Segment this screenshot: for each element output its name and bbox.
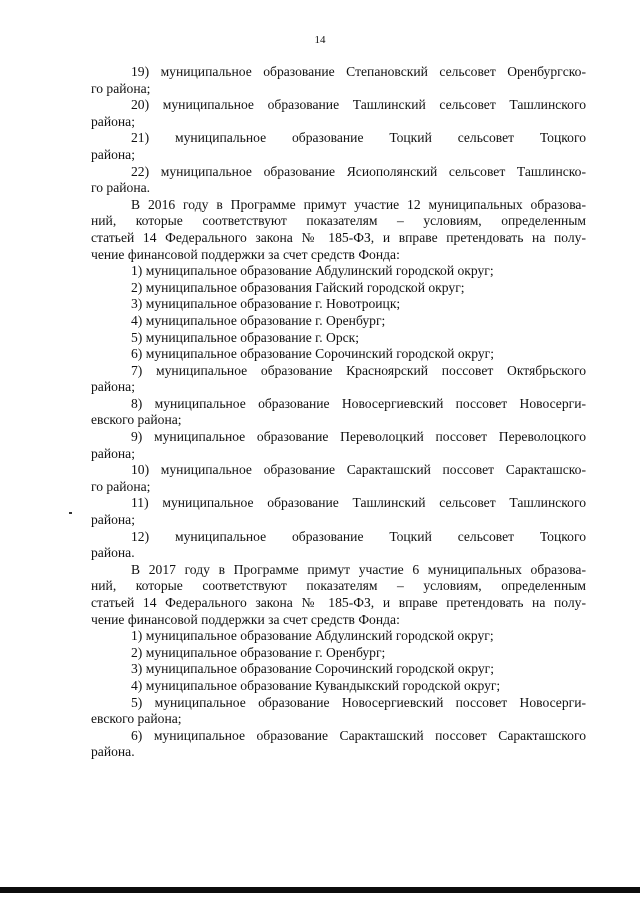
list-item-2016-6: 6) муниципальное образование Сорочинский городской округ; [131,346,495,362]
list-item-2015-20-line-1: 20) муниципальное образование Ташлинский сельсовет Ташлинского [131,97,586,113]
list-item-2016-12-line-2: района. [91,545,135,561]
list-item-2016-7-line-2: района; [91,379,135,395]
page-number: 14 [314,34,326,46]
document-body [91,64,586,761]
list-item-2015-22-line-2: го района. [91,180,151,196]
scan-speck [69,512,72,514]
list-item-2016-1: 1) муниципальное образование Абдулинский городской округ; [131,263,494,279]
list-item-2017-3: 3) муниципальное образование Сорочинский городской округ; [131,661,495,677]
list-item-2016-3: 3) муниципальное образование г. Новотроицк; [131,296,401,312]
paragraph-2017-line-3: статьей 14 Федерального закона № 185-ФЗ, и вправе претендовать на полу- [91,595,586,610]
scan-bottom-edge [0,887,640,893]
list-item-2016-10-line-1: 10) муниципальное образование Саракташский поссовет Саракташско- [131,462,586,478]
paragraph-2016-line-3: статьей 14 Федерального закона № 185-ФЗ, и вправе претендовать на полу- [91,229,586,245]
paragraph-2016-line-2: ний, которые соответствуют показателям – условиям, определенным [91,213,586,229]
list-item-2017-6-line-1: 6) муниципальное образование Саракташский поссовет Саракташского [131,727,586,743]
list-item-2016-7-line-1: 7) муниципальное образование Красноярский поссовет Октябрьского [131,362,586,378]
list-item-2015-19-line-2: го района; [91,80,151,96]
list-item-2016-9-line-1: 9) муниципальное образование Переволоцкий поссовет Переволоцкого [131,429,586,445]
list-item-2015-19-line-1: 19) муниципальное образование Степановский сельсовет Оренбургско- [131,64,586,79]
paragraph-2016-line-4: чение финансовой поддержки за счет средств Фонда: [91,246,400,262]
list-item-2015-22-line-1: 22) муниципальное образование Ясиополянский сельсовет Ташлинско- [131,163,586,179]
list-item-2017-4: 4) муниципальное образование Кувандыкский городской округ; [131,677,501,693]
list-item-2015-21-line-2: района; [91,146,135,162]
list-item-2016-5: 5) муниципальное образование г. Орск; [131,329,360,345]
list-item-2016-11-line-1: 11) муниципальное образование Ташлинский сельсовет Ташлинского [131,495,586,511]
list-item-2017-1: 1) муниципальное образование Абдулинский городской округ; [131,628,494,644]
paragraph-2016-line-1: В 2016 году в Программе примут участие 12 муниципальных образова- [131,196,586,212]
list-item-2016-10-line-2: го района; [91,478,151,494]
list-item-2016-9-line-2: района; [91,445,135,461]
list-item-2015-21-line-1: 21) муниципальное образование Тоцкий сельсовет Тоцкого [131,130,586,146]
paragraph-2017-line-1: В 2017 году в Программе примут участие 6 муниципальных образова- [131,561,586,577]
list-item-2017-5-line-2: евского района; [91,711,182,727]
list-item-2017-2: 2) муниципальное образование г. Оренбург; [131,644,386,660]
paragraph-2017-line-2: ний, которые соответствуют показателям – условиям, определенным [91,578,586,594]
list-item-2015-20-line-2: района; [91,113,135,129]
list-item-2016-8-line-1: 8) муниципальное образование Новосергиевский поссовет Новосерги- [131,395,586,411]
list-item-2016-11-line-2: района; [91,512,135,528]
paragraph-2017-line-4: чение финансовой поддержки за счет средств Фонда: [91,611,400,627]
list-item-2016-12-line-1: 12) муниципальное образование Тоцкий сельсовет Тоцкого [131,528,586,544]
list-item-2017-5-line-1: 5) муниципальное образование Новосергиевский поссовет Новосерги- [131,694,586,710]
list-item-2016-8-line-2: евского района; [91,412,182,428]
list-item-2017-6-line-2: района. [91,744,135,760]
list-item-2016-4: 4) муниципальное образование г. Оренбург; [131,312,386,328]
list-item-2016-2: 2) муниципальное образования Гайский городской округ; [131,279,465,295]
